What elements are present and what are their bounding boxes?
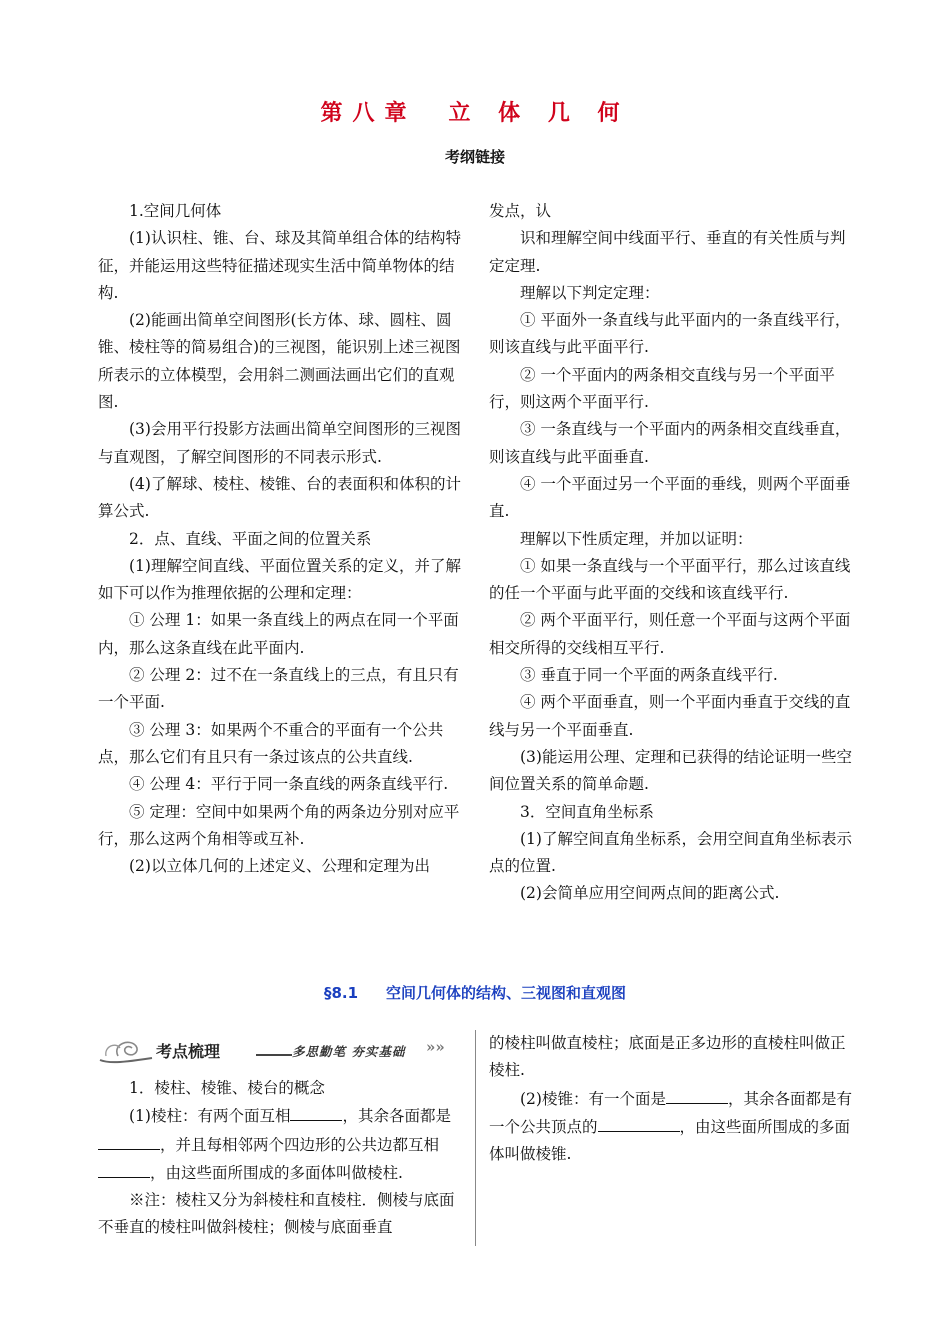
- section-name: 空间几何体的结构、三视图和直观图: [386, 984, 627, 1002]
- outline-paragraph: (1)认识柱、锥、台、球及其简单组合体的结构特征，并能运用这些特征描述现实生活中简单物体的结构.: [98, 229, 461, 302]
- section-number: §8.1: [323, 984, 359, 1002]
- concept-heading: 1．棱柱、棱锥、棱台的概念: [129, 1079, 325, 1097]
- outline-subtitle: 考纲链接: [444, 148, 505, 166]
- outline-paragraph: ③ 垂直于同一个平面的两条直线平行.: [520, 666, 778, 685]
- section-right-column: [489, 1030, 854, 1168]
- outline-paragraph: (1)理解空间直线、平面位置关系的定义，并了解如下可以作为推理依据的公理和定理：: [98, 556, 461, 603]
- outline-paragraph: (2)能画出简单空间图形(长方体、球、圆柱、圆锥、棱柱等的简易组合)的三视图，能识别上述三视图所表示的立体模型，会用斜二测画法画出它们的直观图.: [98, 311, 461, 412]
- section-left-column: [98, 1075, 463, 1242]
- outline-paragraph: 识和理解空间中线面平行、垂直的有关性质与判定定理.: [489, 229, 846, 275]
- outline-paragraph: (1)了解空间直角坐标系，会用空间直角坐标表示点的位置.: [489, 829, 852, 876]
- swirl-decoration-icon: [96, 1036, 158, 1066]
- outline-paragraph: ⑤ 定理：空间中如果两个角的两条边分别对应平行，那么这两个角相等或互补.: [98, 802, 460, 848]
- outline-paragraph: ① 公理 1：如果一条直线上的两点在同一个平面内，那么这条直线在此平面内.: [98, 611, 459, 657]
- section-title: [0, 982, 950, 1003]
- fill-blank: [666, 1085, 728, 1104]
- outline-paragraph: ② 两个平面平行，则任意一个平面与这两个平面相交所得的交线相互平行.: [489, 611, 851, 657]
- banner-slogan: 多思勤笔 夯实基础: [292, 1044, 406, 1059]
- outline-paragraph: 1.空间几何体: [129, 202, 222, 220]
- outline-paragraph: ④ 公理 4：平行于同一条直线的两条直线平行.: [129, 775, 449, 794]
- pyramid-definition: (2)棱锥：有一个面是 ，其余各面都是有一个公共顶点的 ，由这些面所围成的多面体叫做棱锥.: [489, 1085, 854, 1169]
- outline-paragraph: 理解以下判定定理：: [520, 283, 660, 302]
- fill-blank: [598, 1113, 680, 1132]
- outline-paragraph: ③ 公理 3：如果两个不重合的平面有一个公共点，那么它们有且只有一条过该点的公共直线.: [98, 720, 444, 766]
- banner-title: 考点梳理: [156, 1042, 221, 1061]
- fill-blank: [98, 1159, 150, 1178]
- chapter-topic: 立 体 几 何: [448, 101, 630, 126]
- outline-paragraph: (2)会简单应用空间两点间的距离公式.: [520, 884, 780, 903]
- double-arrow-icon: »»: [426, 1038, 445, 1056]
- chapter-number: 第八章: [320, 101, 417, 126]
- outline-paragraph: 发点，认: [489, 202, 552, 220]
- outline-paragraph: ③ 一条直线与一个平面内的两条相交直线垂直，则该直线与此平面垂直.: [489, 420, 851, 466]
- fill-blank: [98, 1131, 160, 1150]
- outline-paragraph: (4)了解球、棱柱、棱锥、台的表面积和体积的计算公式.: [98, 474, 461, 521]
- outline-paragraph: ① 平面外一条直线与此平面内的一条直线平行，则该直线与此平面平行.: [489, 311, 851, 357]
- outline-paragraph: ② 公理 2：过不在一条直线上的三点，有且只有一个平面.: [98, 666, 459, 712]
- banner-line: [256, 1054, 292, 1056]
- outline-paragraph: (3)能运用公理、定理和已获得的结论证明一些空间位置关系的简单命题.: [489, 747, 852, 794]
- chapter-title: [0, 96, 950, 127]
- prism-note: ※注：棱柱又分为斜棱柱和直棱柱．侧棱与底面不垂直的棱柱叫做斜棱柱；侧棱与底面垂直: [98, 1191, 455, 1237]
- outline-paragraph: 理解以下性质定理，并加以证明：: [520, 529, 753, 548]
- right-prism-text: 的棱柱叫做直棱柱；底面是正多边形的直棱柱叫做正棱柱.: [489, 1034, 846, 1080]
- right-column: [489, 198, 854, 908]
- outline-paragraph: ④ 两个平面垂直，则一个平面内垂直于交线的直线与另一个平面垂直.: [489, 693, 851, 739]
- outline-paragraph: 2．点、直线、平面之间的位置关系: [129, 529, 372, 548]
- outline-paragraph: ② 一个平面内的两条相交直线与另一个平面平行，则这两个平面平行.: [489, 365, 835, 412]
- column-divider: [475, 1030, 476, 1246]
- fill-blank: [290, 1102, 342, 1121]
- outline-paragraph: ④ 一个平面过另一个平面的垂线，则两个平面垂直.: [489, 474, 851, 521]
- outline-paragraph: ① 如果一条直线与一个平面平行，那么过该直线的任一个平面与此平面的交线和该直线平行.: [489, 556, 851, 603]
- outline-paragraph: (3)会用平行投影方法画出简单空间图形的三视图与直观图，了解空间图形的不同表示形式.: [98, 420, 461, 466]
- left-column: [98, 198, 463, 880]
- outline-paragraph: (2)以立体几何的上述定义、公理和定理为出: [129, 857, 430, 876]
- key-points-banner: [96, 1036, 468, 1066]
- outline-paragraph: 3．空间直角坐标系: [520, 802, 654, 821]
- prism-definition: (1)棱柱：有两个面互相 ，其余各面都是，并且每相邻两个四边形的公共边都互相，由这些面所围成的多面体叫做棱柱.: [98, 1102, 463, 1187]
